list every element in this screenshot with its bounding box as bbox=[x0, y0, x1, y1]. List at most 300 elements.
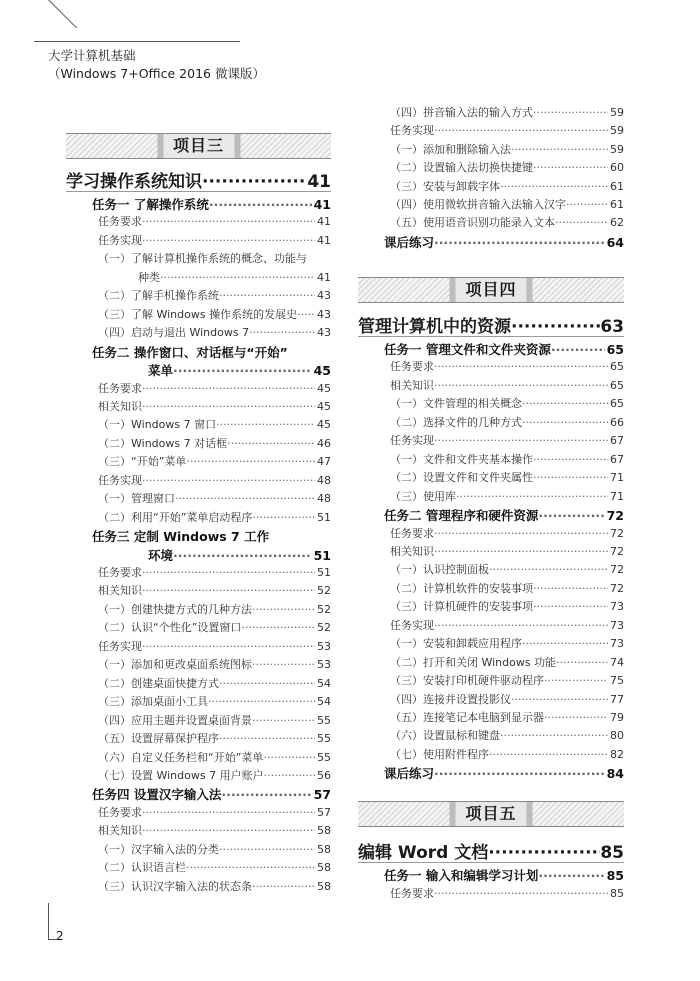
toc-entry-text: 任务要求 bbox=[390, 887, 434, 900]
toc-page-number: 85 bbox=[610, 887, 624, 900]
toc-entry-text: （五）设置屏幕保护程序 bbox=[98, 732, 219, 746]
toc-entry[interactable] bbox=[98, 601, 331, 619]
toc-page-number: 65 bbox=[610, 378, 624, 392]
toc-entry[interactable] bbox=[98, 398, 331, 416]
leader-dots bbox=[522, 397, 608, 410]
toc-page-number: 75 bbox=[610, 674, 624, 688]
toc-page-number: 46 bbox=[317, 436, 331, 450]
toc-entry[interactable] bbox=[390, 598, 624, 616]
toc-entry-text: 任务要求 bbox=[390, 360, 434, 374]
toc-entry-text: 相关知识 bbox=[98, 824, 142, 838]
toc-entry[interactable] bbox=[390, 580, 624, 598]
toc-entry-text: 种类 bbox=[138, 270, 160, 284]
toc-entry[interactable] bbox=[390, 635, 624, 653]
leader-dots bbox=[456, 490, 608, 503]
toc-page-number: 59 bbox=[610, 106, 624, 119]
toc-page-number: 67 bbox=[610, 452, 624, 466]
book-title-line2: （Windows 7+Office 2016 微课版） bbox=[48, 66, 265, 81]
toc-entry[interactable] bbox=[390, 377, 624, 395]
toc-entry-text: （三）认识汉字输入法的状态条 bbox=[98, 879, 252, 893]
toc-entry-text: （一）创建快捷方式的几种方法 bbox=[98, 602, 252, 616]
leader-dots bbox=[160, 271, 315, 284]
toc-entry[interactable] bbox=[390, 488, 624, 506]
toc-page-number: 77 bbox=[610, 692, 624, 706]
toc-page-number: 64 bbox=[606, 234, 624, 250]
toc-page-number: 55 bbox=[317, 713, 331, 727]
toc-entry[interactable] bbox=[98, 693, 331, 711]
toc-entry[interactable] bbox=[390, 178, 624, 196]
toc-entry-text: （三）“开始”菜单 bbox=[98, 455, 187, 469]
toc-entry-text: 任务要求 bbox=[98, 381, 142, 395]
toc-page-number: 54 bbox=[317, 695, 331, 709]
page-number: 2 bbox=[56, 929, 64, 943]
toc-task-entry[interactable] bbox=[92, 343, 331, 361]
toc-entry-text: （四）启动与退出 Windows 7 bbox=[98, 326, 250, 340]
leader-dots bbox=[142, 640, 315, 653]
toc-entry-text: （一）Windows 7 窗口 bbox=[98, 418, 217, 432]
project-banner-4 bbox=[358, 277, 624, 303]
leader-dots bbox=[208, 695, 315, 708]
toc-entry-text: 任务要求 bbox=[98, 805, 142, 819]
leader-dots bbox=[173, 363, 312, 378]
toc-page-number: 73 bbox=[610, 618, 624, 632]
chapter-title[interactable] bbox=[66, 167, 331, 192]
leader-dots bbox=[511, 143, 608, 156]
leader-dots bbox=[500, 180, 608, 193]
leader-dots bbox=[175, 492, 315, 505]
toc-entry-text: （二）打开和关闭 Windows 功能 bbox=[390, 655, 557, 669]
chapter-title[interactable] bbox=[358, 838, 624, 863]
toc-page-number: 72 bbox=[610, 581, 624, 595]
toc-page-number: 60 bbox=[610, 161, 624, 175]
toc-entry-text: （二）Windows 7 对话框 bbox=[98, 436, 228, 450]
toc-page-number: 41 bbox=[317, 233, 331, 247]
toc-page-number: 65 bbox=[610, 397, 624, 411]
toc-entry[interactable] bbox=[98, 250, 331, 268]
toc-entry[interactable] bbox=[98, 822, 331, 840]
leader-dots bbox=[249, 326, 315, 339]
toc-entry-text: （六）自定义任务栏和“开始”菜单 bbox=[98, 750, 264, 764]
toc-entry-text: （一）管理窗口 bbox=[98, 492, 175, 506]
toc-entry[interactable] bbox=[390, 727, 624, 745]
toc-entry[interactable] bbox=[98, 730, 331, 748]
toc-page-number: 43 bbox=[317, 289, 331, 303]
leader-dots bbox=[538, 508, 604, 523]
leader-dots bbox=[202, 172, 307, 192]
leader-dots bbox=[434, 379, 608, 392]
toc-page-number: 48 bbox=[317, 473, 331, 487]
toc-entry-text: （三）安装与卸载字体 bbox=[390, 179, 500, 193]
leader-dots bbox=[522, 416, 608, 429]
toc-entry-text: （二）认识语言栏 bbox=[98, 861, 186, 875]
toc-entry-text: （一）认识控制面板 bbox=[390, 563, 489, 577]
toc-page-number: 61 bbox=[610, 179, 624, 193]
toc-entry[interactable] bbox=[98, 841, 331, 859]
leader-dots bbox=[434, 766, 605, 781]
toc-entry[interactable] bbox=[98, 416, 331, 434]
leader-dots bbox=[434, 434, 608, 447]
leader-dots bbox=[434, 887, 608, 900]
leader-dots bbox=[555, 216, 608, 229]
toc-page-number: 52 bbox=[317, 584, 331, 598]
leader-dots bbox=[219, 732, 315, 745]
leader-dots bbox=[219, 289, 315, 302]
toc-page-number: 43 bbox=[317, 326, 331, 340]
leader-dots bbox=[173, 548, 312, 563]
toc-page-number: 59 bbox=[610, 124, 624, 138]
leader-dots bbox=[142, 234, 315, 247]
toc-entry-text: （五）连接笔记本电脑到显示器 bbox=[390, 711, 544, 724]
toc-task-entry[interactable] bbox=[148, 361, 331, 379]
toc-entry[interactable] bbox=[390, 746, 624, 764]
toc-entry[interactable] bbox=[390, 617, 624, 635]
toc-entry-text: 任务三 定制 Windows 7 工作 bbox=[92, 529, 270, 545]
toc-entry[interactable] bbox=[390, 469, 624, 487]
toc-page-number: 67 bbox=[610, 434, 624, 448]
toc-page-number: 55 bbox=[317, 750, 331, 764]
toc-page-number: 61 bbox=[610, 198, 624, 211]
toc-page-number: 52 bbox=[317, 602, 331, 616]
toc-entry[interactable] bbox=[390, 196, 624, 214]
leader-dots bbox=[142, 806, 315, 819]
toc-entry-text: （二）了解手机操作系统 bbox=[98, 289, 219, 303]
leader-dots bbox=[489, 563, 608, 576]
toc-entry[interactable] bbox=[390, 672, 624, 690]
toc-entry[interactable] bbox=[390, 414, 624, 432]
toc-page-number: 66 bbox=[610, 415, 624, 429]
toc-entry[interactable] bbox=[390, 885, 624, 903]
toc-entry[interactable] bbox=[98, 324, 331, 342]
leader-dots bbox=[544, 711, 608, 724]
toc-entry[interactable] bbox=[390, 358, 624, 376]
chapter-title[interactable] bbox=[358, 312, 624, 337]
toc-entry-text: 任务四 设置汉字输入法 bbox=[92, 787, 222, 803]
leader-dots bbox=[511, 693, 608, 706]
toc-page-number: 47 bbox=[317, 455, 331, 469]
toc-page-number: 45 bbox=[317, 418, 331, 432]
leader-dots bbox=[252, 880, 315, 893]
toc-entry[interactable] bbox=[98, 564, 331, 582]
toc-page-number: 57 bbox=[317, 805, 331, 819]
leader-dots bbox=[533, 471, 608, 484]
leader-dots bbox=[533, 161, 608, 174]
toc-page-number: 51 bbox=[313, 547, 331, 563]
toc-entry-text: （二）创建桌面快捷方式 bbox=[98, 676, 219, 690]
toc-page-number: 58 bbox=[317, 842, 331, 856]
toc-entry[interactable] bbox=[98, 453, 331, 471]
project-banner-label: 项目三 bbox=[163, 134, 234, 158]
toc-entry-text: （四）应用主题并设置桌面背景 bbox=[98, 713, 252, 727]
toc-page-number: 57 bbox=[313, 787, 331, 803]
toc-entry[interactable] bbox=[390, 104, 624, 122]
toc-entry-text: （二）设置文件和文件夹属性 bbox=[390, 471, 533, 485]
leader-dots bbox=[142, 382, 315, 395]
toc-entry-text: 环境 bbox=[148, 547, 174, 563]
toc-entry[interactable] bbox=[98, 878, 331, 896]
leader-dots bbox=[538, 868, 604, 883]
leader-dots bbox=[533, 453, 608, 466]
leader-dots bbox=[252, 714, 315, 727]
leader-dots bbox=[434, 235, 605, 250]
toc-page-number: 56 bbox=[317, 768, 331, 782]
leader-dots bbox=[522, 637, 608, 650]
leader-dots bbox=[297, 308, 315, 321]
toc-entry-text: （三）计算机硬件的安装事项 bbox=[390, 600, 533, 614]
toc-page-number: 58 bbox=[317, 824, 331, 838]
toc-entry[interactable] bbox=[98, 619, 331, 637]
toc-entry-text: 课后练习 bbox=[384, 234, 435, 250]
toc-page-number: 72 bbox=[610, 563, 624, 577]
toc-entry[interactable] bbox=[390, 432, 624, 450]
toc-entry[interactable] bbox=[98, 712, 331, 730]
leader-dots bbox=[186, 455, 315, 468]
toc-entry[interactable] bbox=[98, 749, 331, 767]
toc-task-entry[interactable] bbox=[148, 546, 331, 564]
toc-page-number: 84 bbox=[606, 766, 624, 782]
leader-dots bbox=[263, 751, 315, 764]
toc-entry-text: 任务实现 bbox=[98, 473, 142, 487]
toc-page-number: 62 bbox=[610, 216, 624, 230]
leader-dots bbox=[142, 584, 315, 597]
toc-page-number: 53 bbox=[317, 639, 331, 653]
toc-entry-text: 任务实现 bbox=[98, 639, 142, 653]
toc-entry-text: （二）设置输入法切换快捷键 bbox=[390, 161, 533, 175]
chapter-page-number: 85 bbox=[600, 843, 624, 863]
toc-page-number: 72 bbox=[610, 526, 624, 540]
toc-entry-text: （三）添加桌面小工具 bbox=[98, 695, 208, 709]
leader-dots bbox=[544, 674, 608, 687]
toc-entry[interactable] bbox=[98, 213, 331, 231]
toc-page-number: 45 bbox=[317, 399, 331, 413]
toc-entry[interactable] bbox=[98, 767, 331, 785]
toc-entry-text: （四）连接并设置投影仪 bbox=[390, 692, 511, 706]
toc-page-number: 65 bbox=[610, 360, 624, 374]
toc-entry[interactable] bbox=[390, 709, 624, 727]
leader-dots bbox=[241, 621, 315, 634]
toc-entry[interactable] bbox=[390, 451, 624, 469]
toc-page-number: 59 bbox=[610, 142, 624, 156]
toc-entry-text: 相关知识 bbox=[390, 544, 434, 558]
leader-dots bbox=[252, 603, 315, 616]
toc-entry-text: 任务一 管理文件和文件夹资源 bbox=[384, 342, 551, 357]
leader-dots bbox=[142, 215, 315, 228]
toc-entry-text: （二）计算机软件的安装事项 bbox=[390, 581, 533, 595]
toc-entry[interactable] bbox=[98, 675, 331, 693]
toc-page-number: 48 bbox=[317, 492, 331, 506]
leader-dots bbox=[434, 360, 608, 373]
leader-dots bbox=[219, 677, 315, 690]
leader-dots bbox=[186, 861, 315, 874]
toc-entry-text: 相关知识 bbox=[390, 378, 434, 392]
book-title bbox=[48, 47, 265, 83]
toc-page-number: 58 bbox=[317, 861, 331, 875]
leader-dots bbox=[434, 545, 608, 558]
toc-entry[interactable] bbox=[98, 582, 331, 600]
toc-entry[interactable] bbox=[390, 214, 624, 232]
leader-dots bbox=[434, 124, 608, 137]
toc-page-number: 51 bbox=[317, 510, 331, 524]
toc-entry[interactable] bbox=[390, 159, 624, 177]
toc-entry-text: （一）添加和删除输入法 bbox=[390, 142, 511, 156]
toc-entry-text: （一）添加和更改桌面系统图标 bbox=[98, 658, 252, 672]
toc-entry[interactable] bbox=[390, 141, 624, 159]
leader-dots bbox=[142, 400, 315, 413]
chapter-title-text: 学习操作系统知识 bbox=[66, 172, 202, 192]
leader-dots bbox=[489, 748, 608, 761]
leader-dots bbox=[566, 198, 608, 211]
toc-page-number: 71 bbox=[610, 489, 624, 503]
leader-dots bbox=[434, 527, 608, 540]
toc-entry-text: （七）使用附件程序 bbox=[390, 747, 489, 761]
toc-page-number: 73 bbox=[610, 600, 624, 614]
leader-dots bbox=[252, 511, 315, 524]
project-banner-5 bbox=[358, 801, 624, 827]
corner-line-bottom-vertical bbox=[48, 903, 49, 939]
toc-entry[interactable] bbox=[390, 122, 624, 140]
project-banner-label: 项目四 bbox=[455, 278, 526, 302]
toc-page-number: 72 bbox=[606, 508, 624, 524]
toc-entry-text: （一）了解计算机操作系统的概念、功能与 bbox=[98, 252, 307, 266]
leader-dots bbox=[533, 600, 608, 613]
toc-entry-text: （三）了解 Windows 操作系统的发展史 bbox=[98, 307, 298, 321]
leader-dots bbox=[142, 474, 315, 487]
toc-task-entry[interactable] bbox=[384, 233, 624, 251]
corner-line-top-horizontal bbox=[34, 41, 240, 42]
project-banner-3 bbox=[66, 133, 331, 159]
toc-page-number: 80 bbox=[610, 729, 624, 743]
toc-page-number: 45 bbox=[317, 381, 331, 395]
leader-dots bbox=[219, 843, 315, 856]
leader-dots bbox=[142, 566, 315, 579]
chapter-title-text: 管理计算机中的资源 bbox=[358, 317, 511, 337]
toc-task-entry[interactable] bbox=[92, 195, 331, 213]
toc-task-entry[interactable] bbox=[384, 764, 624, 782]
toc-entry-text: 相关知识 bbox=[98, 399, 142, 413]
toc-entry[interactable] bbox=[98, 287, 331, 305]
chapter-page-number: 41 bbox=[307, 172, 331, 192]
toc-entry[interactable] bbox=[98, 804, 331, 822]
leader-dots bbox=[221, 787, 311, 802]
toc-entry[interactable] bbox=[390, 525, 624, 543]
toc-task-entry[interactable] bbox=[384, 340, 624, 358]
toc-entry-text: （二）利用“开始”菜单启动程序 bbox=[98, 510, 253, 524]
toc-entry[interactable] bbox=[98, 380, 331, 398]
toc-page-number: 71 bbox=[610, 471, 624, 485]
toc-entry-text: （五）使用语音识别功能录入文本 bbox=[390, 216, 555, 230]
toc-entry-text: （四）使用微软拼音输入法输入汉字 bbox=[390, 198, 566, 211]
chapter-page-number: 63 bbox=[600, 317, 624, 337]
leader-dots bbox=[500, 729, 608, 742]
toc-entry[interactable] bbox=[98, 472, 331, 490]
toc-entry[interactable] bbox=[390, 543, 624, 561]
toc-entry[interactable] bbox=[390, 561, 624, 579]
book-title-line1: 大学计算机基础 bbox=[48, 48, 136, 63]
leader-dots bbox=[488, 843, 600, 863]
toc-entry[interactable] bbox=[390, 395, 624, 413]
leader-dots bbox=[216, 418, 315, 431]
toc-page-number: 65 bbox=[606, 342, 624, 357]
toc-task-entry[interactable] bbox=[384, 506, 624, 524]
toc-page-number: 54 bbox=[317, 676, 331, 690]
toc-entry[interactable] bbox=[98, 435, 331, 453]
toc-page-number: 41 bbox=[317, 215, 331, 229]
toc-entry-text: （二）选择文件的几种方式 bbox=[390, 415, 522, 429]
toc-entry-text: 课后练习 bbox=[384, 766, 435, 782]
toc-entry-text: 任务二 操作窗口、对话框与“开始” bbox=[92, 344, 288, 360]
toc-task-entry[interactable] bbox=[92, 527, 331, 545]
leader-dots bbox=[252, 658, 315, 671]
leader-dots bbox=[551, 342, 605, 357]
toc-entry-text: （一）汉字输入法的分类 bbox=[98, 842, 219, 856]
toc-page-number: 73 bbox=[610, 637, 624, 651]
toc-entry-text: （七）设置 Windows 7 用户账户 bbox=[98, 768, 264, 782]
toc-entry-text: （六）设置鼠标和键盘 bbox=[390, 729, 500, 743]
toc-entry-text: 任务实现 bbox=[390, 618, 434, 632]
toc-entry[interactable] bbox=[138, 269, 331, 287]
leader-dots bbox=[434, 619, 608, 632]
toc-page-number: 41 bbox=[313, 197, 331, 212]
leader-dots bbox=[533, 582, 608, 595]
project-banner-label: 项目五 bbox=[455, 802, 526, 826]
leader-dots bbox=[533, 106, 608, 119]
toc-entry[interactable] bbox=[98, 306, 331, 324]
toc-page-number: 41 bbox=[317, 270, 331, 284]
chapter-title-text: 编辑 Word 文档 bbox=[358, 843, 489, 863]
toc-entry-text: 任务实现 bbox=[390, 124, 434, 138]
toc-page-number: 85 bbox=[606, 868, 624, 883]
toc-page-number: 53 bbox=[317, 658, 331, 672]
toc-entry-text: 任务二 管理程序和硬件资源 bbox=[384, 508, 539, 524]
toc-entry-text: （一）安装和卸载应用程序 bbox=[390, 637, 522, 651]
toc-task-entry[interactable] bbox=[384, 866, 624, 884]
leader-dots bbox=[227, 437, 315, 450]
toc-entry-text: 任务一 了解操作系统 bbox=[92, 197, 209, 212]
toc-entry[interactable] bbox=[390, 691, 624, 709]
toc-page-number: 74 bbox=[610, 655, 624, 669]
toc-entry[interactable] bbox=[98, 232, 331, 250]
leader-dots bbox=[264, 769, 315, 782]
toc-entry[interactable] bbox=[98, 638, 331, 656]
toc-page-number: 82 bbox=[610, 747, 624, 761]
toc-page-number: 55 bbox=[317, 732, 331, 746]
toc-entry-text: （四）拼音输入法的输入方式 bbox=[390, 106, 533, 119]
toc-entry[interactable] bbox=[390, 654, 624, 672]
toc-page-number: 72 bbox=[610, 544, 624, 558]
toc-page-number: 51 bbox=[317, 566, 331, 579]
toc-entry-text: 任务要求 bbox=[98, 215, 142, 229]
leader-dots bbox=[556, 656, 608, 669]
toc-entry-text: （二）认识“个性化”设置窗口 bbox=[98, 621, 242, 635]
toc-entry[interactable] bbox=[98, 656, 331, 674]
toc-entry-text: （一）文件和文件夹基本操作 bbox=[390, 452, 533, 466]
toc-entry-text: 任务一 输入和编辑学习计划 bbox=[384, 868, 539, 883]
toc-entry-text: 任务要求 bbox=[390, 526, 434, 540]
corner-line-top-vertical bbox=[48, 0, 77, 28]
toc-entry[interactable] bbox=[98, 509, 331, 527]
toc-entry-text: （三）安装打印机硬件驱动程序 bbox=[390, 674, 544, 688]
toc-page-number: 79 bbox=[610, 711, 624, 724]
toc-entry-text: 菜单 bbox=[148, 363, 174, 379]
toc-entry-text: （一）文件管理的相关概念 bbox=[390, 397, 522, 411]
leader-dots bbox=[142, 824, 315, 837]
toc-entry-text: 任务实现 bbox=[98, 233, 142, 247]
toc-entry[interactable] bbox=[98, 859, 331, 877]
toc-page-number: 58 bbox=[317, 879, 331, 893]
toc-entry-text: 任务要求 bbox=[98, 566, 142, 579]
toc-entry[interactable] bbox=[98, 490, 331, 508]
toc-task-entry[interactable] bbox=[92, 785, 331, 803]
toc-page-number: 43 bbox=[317, 307, 331, 321]
